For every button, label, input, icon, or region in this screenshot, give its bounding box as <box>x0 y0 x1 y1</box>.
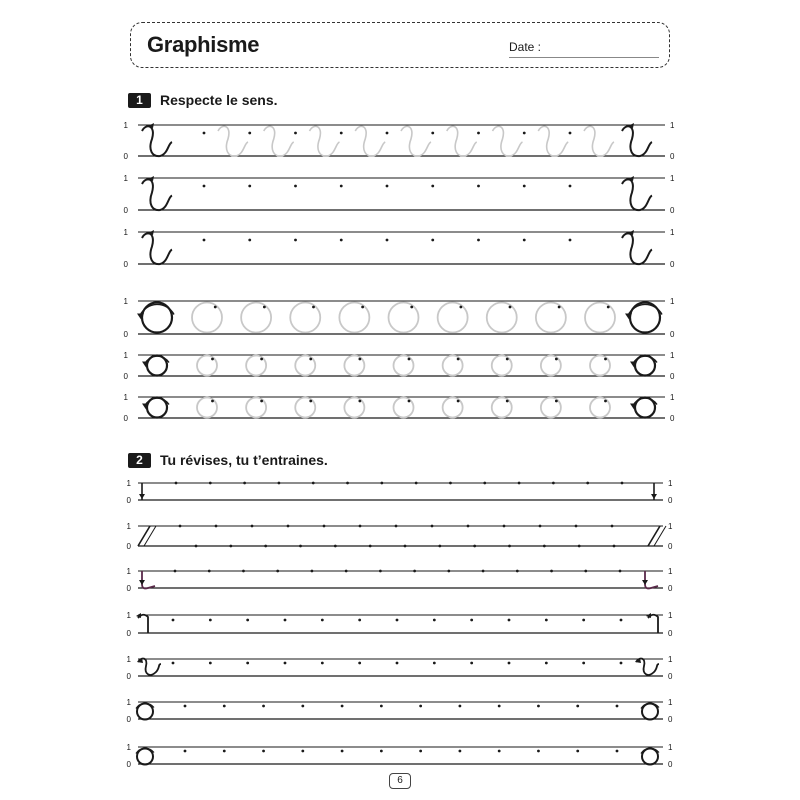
tracing-circle <box>241 303 271 333</box>
date-label: Date : <box>509 40 542 54</box>
line-number-label: 1 <box>668 479 673 488</box>
tracing-stroke <box>218 126 248 156</box>
dot <box>260 400 263 403</box>
model-stroke <box>648 526 660 546</box>
line-number-label: 1 <box>126 743 131 752</box>
dot <box>321 662 324 665</box>
line-number-label: 0 <box>668 584 673 593</box>
dot <box>209 619 212 622</box>
model-stroke <box>142 571 155 589</box>
dot <box>506 400 509 403</box>
tracing-circle <box>295 398 315 418</box>
dot <box>209 662 212 665</box>
line-number-label: 1 <box>670 121 675 130</box>
dot <box>396 662 399 665</box>
dot <box>309 358 312 361</box>
dot <box>340 185 343 188</box>
dot <box>358 662 361 665</box>
dot <box>346 482 349 485</box>
dot <box>438 545 441 548</box>
line-number-label: 1 <box>126 567 131 576</box>
writing-row <box>138 482 663 500</box>
writing-row <box>138 230 665 264</box>
writing-row <box>138 570 663 589</box>
line-number-label: 1 <box>670 351 675 360</box>
line-number-label: 0 <box>668 629 673 638</box>
dot <box>431 525 434 528</box>
tracing-circle <box>438 303 468 333</box>
exercise-number-badge: 2 <box>128 453 151 468</box>
line-number-label: 1 <box>668 611 673 620</box>
dot <box>537 750 540 753</box>
model-circle <box>137 704 153 720</box>
dot <box>321 619 324 622</box>
tracing-circle <box>590 356 610 376</box>
model-stroke <box>138 615 148 633</box>
dot <box>584 570 587 573</box>
dot <box>431 239 434 242</box>
dot <box>359 525 362 528</box>
dot <box>582 662 585 665</box>
line-number-label: 0 <box>126 542 131 551</box>
dot <box>569 185 572 188</box>
dot <box>473 545 476 548</box>
line-number-label: 0 <box>123 372 128 381</box>
writing-row <box>138 355 665 376</box>
model-stroke <box>142 126 172 156</box>
dot <box>459 306 462 309</box>
dot <box>576 705 579 708</box>
dot <box>569 132 572 135</box>
dot <box>508 545 511 548</box>
dot <box>386 185 389 188</box>
dot <box>613 545 616 548</box>
dot <box>301 705 304 708</box>
dot <box>361 306 364 309</box>
dot <box>620 619 623 622</box>
dot <box>184 705 187 708</box>
dot <box>518 482 521 485</box>
dot <box>311 570 314 573</box>
dot <box>508 662 511 665</box>
dot <box>312 306 315 309</box>
dot <box>415 482 418 485</box>
dot <box>516 570 519 573</box>
tracing-circle <box>394 356 414 376</box>
line-number-label: 1 <box>670 297 675 306</box>
writing-row <box>136 702 663 720</box>
direction-arrow-icon <box>651 494 657 499</box>
dot <box>470 662 473 665</box>
dot <box>179 525 182 528</box>
dot <box>543 545 546 548</box>
line-number-label: 0 <box>670 152 675 161</box>
line-number-label: 0 <box>668 760 673 769</box>
tracing-circle <box>492 356 512 376</box>
dot <box>251 525 254 528</box>
line-number-label: 0 <box>670 414 675 423</box>
tracing-circle <box>541 398 561 418</box>
tracing-circle <box>536 303 566 333</box>
writing-row <box>138 397 665 418</box>
dot <box>323 525 326 528</box>
dot <box>545 662 548 665</box>
direction-arrow-icon <box>642 580 648 585</box>
dot <box>433 619 436 622</box>
dot <box>419 705 422 708</box>
dot <box>287 525 290 528</box>
tracing-circle <box>344 398 364 418</box>
dot <box>248 132 251 135</box>
dot <box>211 358 214 361</box>
dot <box>523 239 526 242</box>
dot <box>203 132 206 135</box>
dot <box>209 482 212 485</box>
line-number-label: 1 <box>126 522 131 531</box>
dot <box>575 525 578 528</box>
dot <box>309 400 312 403</box>
dot <box>264 545 267 548</box>
dot <box>341 705 344 708</box>
dot <box>174 570 177 573</box>
dot <box>459 705 462 708</box>
line-number-label: 1 <box>126 655 131 664</box>
line-number-label: 1 <box>670 393 675 402</box>
tracing-stroke <box>493 126 523 156</box>
dot <box>358 358 361 361</box>
dot <box>431 185 434 188</box>
dot <box>242 570 245 573</box>
dot <box>229 545 232 548</box>
dot <box>616 750 619 753</box>
tracing-circle <box>394 398 414 418</box>
line-number-label: 0 <box>123 152 128 161</box>
line-number-label: 1 <box>668 698 673 707</box>
dot <box>172 662 175 665</box>
line-number-label: 1 <box>123 393 128 402</box>
writing-row <box>137 301 665 334</box>
dot <box>215 525 218 528</box>
line-number-label: 1 <box>668 522 673 531</box>
line-number-label: 0 <box>126 672 131 681</box>
dot <box>483 482 486 485</box>
writing-row <box>138 123 665 156</box>
dot <box>449 482 452 485</box>
model-stroke <box>622 233 652 264</box>
dot <box>396 619 399 622</box>
dot <box>263 306 266 309</box>
dot <box>294 185 297 188</box>
model-stroke <box>645 571 658 589</box>
tracing-stroke <box>355 126 385 156</box>
line-number-label: 0 <box>670 330 675 339</box>
dot <box>345 570 348 573</box>
tracing-circle <box>246 398 266 418</box>
dot <box>578 545 581 548</box>
dot <box>477 239 480 242</box>
writing-row <box>136 613 663 633</box>
dot <box>340 132 343 135</box>
dot <box>184 750 187 753</box>
dot <box>246 619 249 622</box>
line-number-label: 0 <box>126 715 131 724</box>
dot <box>340 239 343 242</box>
line-number-label: 1 <box>126 611 131 620</box>
dot <box>459 750 462 753</box>
line-number-label: 0 <box>123 206 128 215</box>
line-number-label: 1 <box>123 174 128 183</box>
tracing-circle <box>492 398 512 418</box>
model-stroke <box>622 126 652 156</box>
dot <box>301 750 304 753</box>
tracing-circle <box>197 398 217 418</box>
exercise-title: Respecte le sens. <box>160 92 278 108</box>
dot <box>294 132 297 135</box>
model-stroke <box>142 233 172 264</box>
direction-arrow-icon <box>139 580 145 585</box>
dot <box>482 570 485 573</box>
tracing-circle <box>197 356 217 376</box>
line-number-label: 0 <box>126 584 131 593</box>
dot <box>413 570 416 573</box>
dot <box>498 705 501 708</box>
tracing-circle <box>487 303 517 333</box>
tracing-circle <box>389 303 419 333</box>
dot <box>498 750 501 753</box>
model-circle <box>137 749 153 765</box>
tracing-circle <box>246 356 266 376</box>
dot <box>408 358 411 361</box>
dot <box>358 619 361 622</box>
line-number-label: 1 <box>670 228 675 237</box>
line-number-label: 0 <box>668 672 673 681</box>
dot <box>246 662 249 665</box>
dot <box>404 545 407 548</box>
dot <box>552 482 555 485</box>
model-stroke <box>144 526 156 546</box>
line-number-label: 0 <box>123 414 128 423</box>
dot <box>611 525 614 528</box>
line-number-label: 0 <box>126 760 131 769</box>
dot <box>604 358 607 361</box>
dot <box>260 358 263 361</box>
dot <box>555 400 558 403</box>
dot <box>214 306 217 309</box>
dot <box>380 705 383 708</box>
dot <box>248 185 251 188</box>
dot <box>334 545 337 548</box>
line-number-label: 0 <box>668 715 673 724</box>
dot <box>576 750 579 753</box>
dot <box>380 750 383 753</box>
model-stroke <box>142 179 172 210</box>
tracing-circle <box>192 303 222 333</box>
tracing-circle <box>443 398 463 418</box>
direction-arrow-icon <box>139 494 145 499</box>
dot <box>523 132 526 135</box>
dot <box>278 482 281 485</box>
dot <box>223 750 226 753</box>
line-number-label: 1 <box>123 297 128 306</box>
line-number-label: 0 <box>670 206 675 215</box>
tracing-circle <box>590 398 610 418</box>
page-number: 6 <box>389 773 411 789</box>
dot <box>284 619 287 622</box>
dot <box>470 619 473 622</box>
writing-row <box>137 658 663 676</box>
dot <box>545 619 548 622</box>
line-number-label: 0 <box>126 496 131 505</box>
writing-row <box>136 747 663 765</box>
writing-row <box>138 176 665 210</box>
line-number-label: 0 <box>670 372 675 381</box>
tracing-stroke <box>401 126 431 156</box>
dot <box>248 239 251 242</box>
dot <box>607 306 610 309</box>
dot <box>312 482 315 485</box>
tracing-circle <box>344 356 364 376</box>
dot <box>582 619 585 622</box>
dot <box>262 705 265 708</box>
dot <box>380 482 383 485</box>
dot <box>537 705 540 708</box>
dot <box>276 570 279 573</box>
line-number-label: 1 <box>670 174 675 183</box>
tracing-circle <box>339 303 369 333</box>
tracing-circle <box>585 303 615 333</box>
dot <box>208 570 211 573</box>
dot <box>410 306 413 309</box>
exercise-title: Tu révises, tu t’entraines. <box>160 452 328 468</box>
model-stroke <box>648 615 658 633</box>
dot <box>358 400 361 403</box>
dot <box>408 400 411 403</box>
dot <box>457 400 460 403</box>
dot <box>619 570 622 573</box>
model-stroke <box>654 526 666 546</box>
dot <box>477 185 480 188</box>
dot <box>620 662 623 665</box>
line-number-label: 1 <box>123 351 128 360</box>
tracing-stroke <box>584 126 614 156</box>
model-stroke <box>622 179 652 210</box>
tracing-circle <box>290 303 320 333</box>
dot <box>477 132 480 135</box>
dot <box>550 570 553 573</box>
line-number-label: 1 <box>123 121 128 130</box>
line-number-label: 0 <box>123 330 128 339</box>
line-number-label: 0 <box>123 260 128 269</box>
writing-row <box>138 525 666 548</box>
dot <box>195 545 198 548</box>
dot <box>616 705 619 708</box>
dot <box>621 482 624 485</box>
tracing-circle <box>443 356 463 376</box>
dot <box>284 662 287 665</box>
dot <box>506 358 509 361</box>
dot <box>431 132 434 135</box>
model-circle <box>642 749 658 765</box>
dot <box>586 482 589 485</box>
dot <box>369 545 372 548</box>
tracing-stroke <box>447 126 477 156</box>
dot <box>555 358 558 361</box>
dot <box>175 482 178 485</box>
tracing-circle <box>541 356 561 376</box>
page-title: Graphisme <box>147 32 260 57</box>
dot <box>457 358 460 361</box>
dot <box>467 525 470 528</box>
tracing-stroke <box>264 126 294 156</box>
dot <box>262 750 265 753</box>
model-stroke <box>138 526 150 546</box>
dot <box>523 185 526 188</box>
line-number-label: 1 <box>123 228 128 237</box>
dot <box>539 525 542 528</box>
dot <box>386 239 389 242</box>
dot <box>223 705 226 708</box>
line-number-label: 1 <box>126 698 131 707</box>
dot <box>569 239 572 242</box>
dot <box>243 482 246 485</box>
dot <box>172 619 175 622</box>
dot <box>503 525 506 528</box>
line-number-label: 0 <box>126 629 131 638</box>
dot <box>294 239 297 242</box>
dot <box>433 662 436 665</box>
tracing-circle <box>295 356 315 376</box>
dot <box>379 570 382 573</box>
dot <box>604 400 607 403</box>
dot <box>509 306 512 309</box>
line-number-label: 0 <box>670 260 675 269</box>
line-number-label: 1 <box>126 479 131 488</box>
dot <box>299 545 302 548</box>
model-circle <box>642 704 658 720</box>
dot <box>203 185 206 188</box>
tracing-stroke <box>538 126 568 156</box>
line-number-label: 1 <box>668 655 673 664</box>
dot <box>203 239 206 242</box>
line-number-label: 0 <box>668 496 673 505</box>
dot <box>419 750 422 753</box>
tracing-stroke <box>310 126 340 156</box>
dot <box>386 132 389 135</box>
dot <box>558 306 561 309</box>
line-number-label: 1 <box>668 743 673 752</box>
dot <box>447 570 450 573</box>
dot <box>211 400 214 403</box>
dot <box>341 750 344 753</box>
line-number-label: 1 <box>668 567 673 576</box>
exercise-number-badge: 1 <box>128 93 151 108</box>
line-number-label: 0 <box>668 542 673 551</box>
dot <box>508 619 511 622</box>
dot <box>395 525 398 528</box>
